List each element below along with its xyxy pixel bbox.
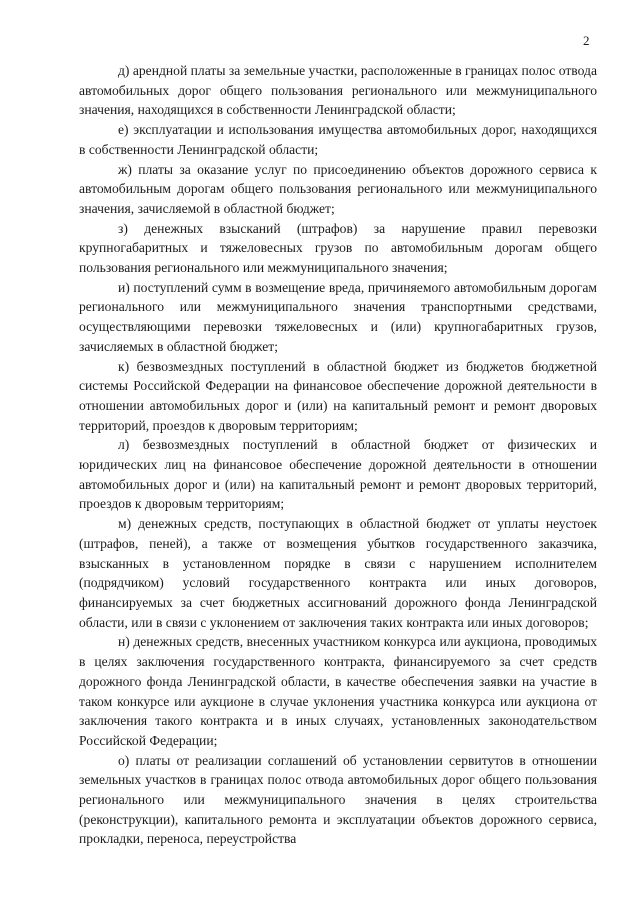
- paragraph-i: и) поступлений сумм в возмещение вреда, причиняемого автомобильным дорогам регионального или межмуниципального значения транспортными средствами, осуществляющими перевозки тяжеловесных и (или) крупногабаритных грузов, зачисляемых в областной бюджет;: [79, 279, 597, 354]
- paragraph-k: к) безвозмездных поступлений в областной бюджет из бюджетов бюджетной системы Российской Федерации на финансовое обеспечение дорожной деятельности в отношении автомобильных дорог и (или) на капитальный ремонт и ремонт дворовых территорий, проездов к дворовым территориям;: [79, 358, 597, 433]
- paragraph-zh: ж) платы за оказание услуг по присоединению объектов дорожного сервиса к автомобильным дорогам общего пользования регионального или межмуниципального значения, зачисляемой в областной бюджет;: [79, 161, 597, 216]
- paragraph-d: д) арендной платы за земельные участки, расположенные в границах полос отвода автомобильных дорог общего пользования регионального или межмуниципального значения, находящихся в собственности Ленинградской области;: [79, 63, 597, 118]
- paragraph-l: л) безвозмездных поступлений в областной бюджет от физических и юридических лиц на финансовое обеспечение дорожной деятельности в отношении автомобильных дорог и (или) на капитальный ремонт и ремонт дворовых территорий, проездов к дворовым территориям;: [79, 437, 597, 512]
- paragraph-z: з) денежных взысканий (штрафов) за нарушение правил перевозки крупногабаритных и тяжеловесных грузов по автомобильным дорогам общего пользования регионального или межмуниципального значения;: [79, 220, 597, 276]
- paragraph-e: е) эксплуатации и использования имущества автомобильных дорог, находящихся в собственности Ленинградской области;: [79, 122, 597, 157]
- document-body: [79, 61, 597, 849]
- paragraph-o: о) платы от реализации соглашений об установлении сервитутов в отношении земельных участков в границах полос отвода автомобильных дорог общего пользования регионального или межмуниципального значения в целях строительства (реконструкции), капитального ремонта и эксплуатации объектов дорожного сервиса, прокладки, переноса, переустройства: [79, 752, 597, 847]
- paragraph-m: м) денежных средств, поступающих в областной бюджет от уплаты неустоек (штрафов, пеней), а также от возмещения убытков государственного заказчика, взысканных в установленном порядке в связи с нарушением исполнителем (подрядчиком) условий государственного контракта или иных договоров, финансируемых за счет бюджетных ассигнований дорожного фонда Ленинградской области, или в связи с уклонением от заключения таких контракта или иных договоров;: [79, 516, 597, 630]
- paragraph-n: н) денежных средств, внесенных участником конкурса или аукциона, проводимых в целях заключения государственного контракта, финансируемого за счет средств дорожного фонда Ленинградской области, в качестве обеспечения заявки на участие в таком конкурсе или аукционе в случае уклонения участника конкурса или аукциона от заключения такого контракта и в иных случаях, установленных законодательством Российской Федерации;: [79, 634, 597, 748]
- page-number: 2: [583, 33, 590, 48]
